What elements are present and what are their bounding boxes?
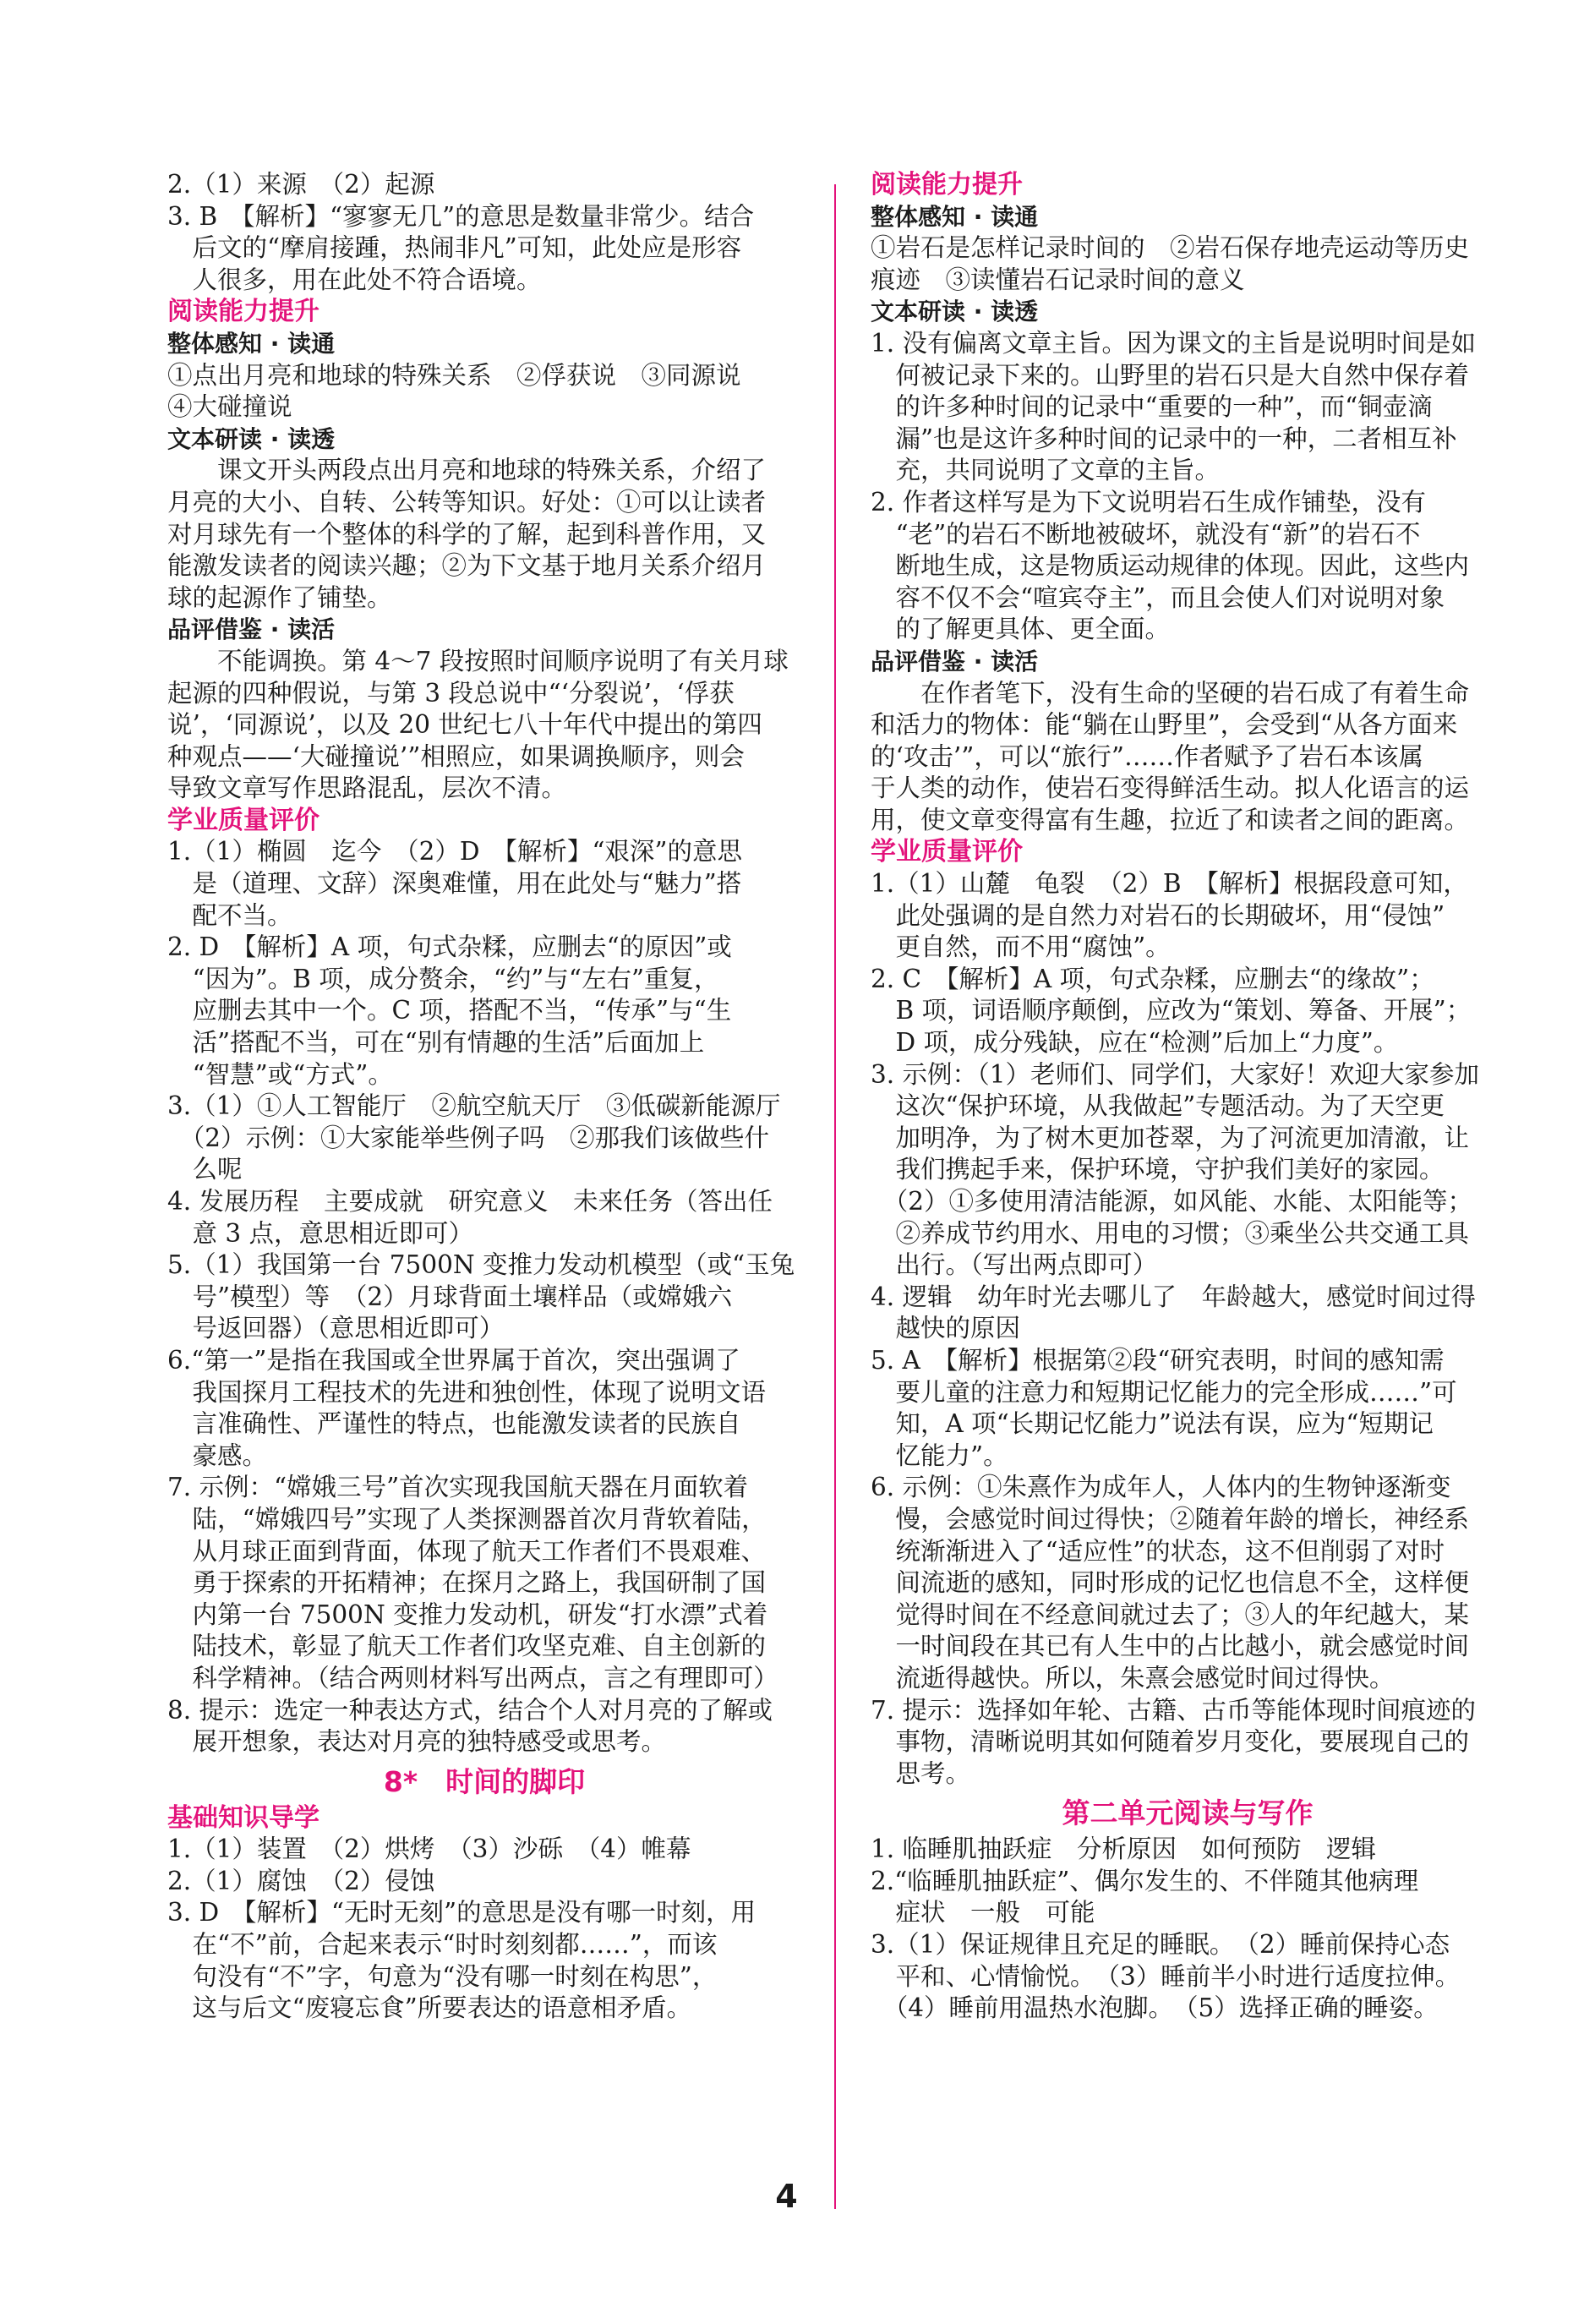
text-line: 月亮的大小、自转、公转等知识。好处：①可以让读者 xyxy=(167,487,767,517)
text-line: 这与后文“废寝忘食”所要表达的语意相矛盾。 xyxy=(167,1993,692,2023)
text-line: “智慧”或“方式”。 xyxy=(167,1059,393,1089)
text-line: 2. 作者这样写是为下文说明岩石生成作铺垫，没有 xyxy=(871,487,1427,517)
text-line: ④大碰撞说 xyxy=(167,392,292,422)
text-line: 配不当。 xyxy=(167,900,292,930)
text-line: 知，A 项“长期记忆能力”说法有误，应为“短期记 xyxy=(871,1409,1434,1439)
lesson-title: 8* 时间的脚印 xyxy=(383,1764,586,1798)
subsection-heading: 文本研读 · 读透 xyxy=(871,298,1039,326)
text-line: 勇于探索的开拓精神；在探月之路上，我国研制了国 xyxy=(167,1568,767,1598)
subsection-heading: 整体感知 · 读通 xyxy=(167,329,336,358)
text-line: 和活力的物体：能“躺在山野里”，会受到“从各方面来 xyxy=(871,710,1458,740)
text-line: 3.（1）保证规律且充足的睡眠。 （2）睡前保持心态 xyxy=(871,1930,1450,1960)
text-line: 2. D 【解析】A 项，句式杂糅，应删去“的原因”或 xyxy=(167,932,732,962)
text-line: 平和、心情愉悦。 （3）睡前半小时进行适度拉伸。 xyxy=(871,1961,1461,1991)
text-line: 活”搭配不当，可在“别有情趣的生活”后面加上 xyxy=(167,1028,705,1058)
text-line: 何被记录下来的。山野里的岩石只是大自然中保存着 xyxy=(871,360,1470,390)
text-line: 出行。（写出两点即可） xyxy=(871,1250,1158,1280)
text-line: （2）①多使用清洁能源，如风能、水能、太阳能等； xyxy=(871,1187,1473,1216)
text-line: 不能调换。第 4～7 段按照时间顺序说明了有关月球 xyxy=(167,646,789,675)
text-line: 么呢 xyxy=(167,1155,243,1184)
text-line: 3. B 【解析】“寥寥无几”的意思是数量非常少。结合 xyxy=(167,201,755,231)
text-line: 课文开头两段点出月亮和地球的特殊关系，介绍了 xyxy=(167,456,767,485)
text-line: 忆能力”。 xyxy=(871,1441,1008,1470)
text-line: 在作者笔下，没有生命的坚硬的岩石成了有着生命 xyxy=(871,678,1470,708)
text-line: 流逝得越快。所以，朱熹会感觉时间过得快。 xyxy=(871,1663,1395,1692)
text-line: 的‘攻击’”，可以“旅行”……作者赋予了岩石本该属 xyxy=(871,741,1423,771)
text-line: 号返回器）（意思相近即可） xyxy=(167,1314,505,1343)
text-line: 间流逝的感知，同时形成的记忆也信息不全，这样便 xyxy=(871,1568,1470,1598)
text-line: 容不仅不会“喧宾夺主”，而且会使人们对说明对象 xyxy=(871,582,1445,612)
text-line: 说’，‘同源说’，以及 20 世纪七八十年代中提出的第四 xyxy=(167,710,762,740)
text-line: 内第一台 7500N 变推力发动机，研发“打水漂”式着 xyxy=(167,1599,768,1629)
text-line: “因为”。B 项，成分赘余，“约”与“左右”重复， xyxy=(167,964,719,993)
text-line: 越快的原因 xyxy=(871,1314,1021,1343)
text-line: （4）睡前用温热水泡脚。 （5）选择正确的睡姿。 xyxy=(871,1993,1439,2023)
text-line: 起源的四种假说，与第 3 段总说中“‘分裂说’，‘俘获 xyxy=(167,678,735,708)
section-heading: 阅读能力提升 xyxy=(167,297,320,327)
text-line: 这次“保护环境，从我做起”专题活动。为了天空更 xyxy=(871,1091,1445,1121)
text-line: 对月球先有一个整体的科学的了解，起到科普作用，又 xyxy=(167,519,767,549)
text-line: 1.（1）山麓 龟裂 （2）B 【解析】根据段意可知， xyxy=(871,869,1468,899)
text-line: 2. C 【解析】A 项，句式杂糅，应删去“的缘故”； xyxy=(871,964,1434,993)
text-line: 2.（1）来源 （2）起源 xyxy=(167,170,435,199)
text-line: 应删去其中一个。C 项，搭配不当，“传承”与“生 xyxy=(167,996,732,1025)
text-line: 我们携起手来，保护环境，守护我们美好的家园。 xyxy=(871,1155,1445,1184)
text-line: 症状 一般 可能 xyxy=(871,1898,1095,1928)
text-line: 的许多种时间的记录中“重要的一种”，而“铜壶滴 xyxy=(871,392,1433,422)
subsection-heading: 文本研读 · 读透 xyxy=(167,424,336,453)
text-line: 一时间段在其已有人生中的占比越小，就会感觉时间 xyxy=(871,1632,1470,1661)
text-line: 句没有“不”字，句意为“没有哪一时刻在构思”， xyxy=(167,1961,718,1991)
text-line: 能激发读者的阅读兴趣；②为下文基于地月关系介绍月 xyxy=(167,551,767,581)
text-line: 1.（1）椭圆 迄今 （2）D 【解析】“艰深”的意思 xyxy=(167,837,742,867)
text-line: 7. 提示：选择如年轮、古籍、古币等能体现时间痕迹的 xyxy=(871,1695,1477,1725)
text-line: 豪感。 xyxy=(167,1441,268,1470)
text-line: ②养成节约用水、用电的习惯；③乘坐公共交通工具 xyxy=(871,1218,1470,1248)
subsection-heading: 整体感知 · 读通 xyxy=(871,202,1039,231)
text-line: 于人类的动作，使岩石变得鲜活生动。拟人化语言的运 xyxy=(871,774,1470,803)
text-line: ①点出月亮和地球的特殊关系 ②俘获说 ③同源说 xyxy=(167,360,741,390)
text-line: 要儿童的注意力和短期记忆能力的完全形成……”可 xyxy=(871,1377,1457,1407)
text-line: 1. 没有偏离文章主旨。因为课文的主旨是说明时间是如 xyxy=(871,328,1477,358)
text-line: 事物，清晰说明其如何随着岁月变化，要展现自己的 xyxy=(871,1727,1470,1757)
text-line: 的了解更具体、更全面。 xyxy=(871,615,1171,644)
text-line: 陆技术，彰显了航天工作者们攻坚克难、自主创新的 xyxy=(167,1632,767,1661)
text-line: 8. 提示：选定一种表达方式，结合个人对月亮的了解或 xyxy=(167,1695,773,1725)
text-line: 3. D 【解析】“无时无刻”的意思是没有哪一时刻，用 xyxy=(167,1898,756,1928)
section-heading: 学业质量评价 xyxy=(167,805,320,835)
text-line: 种观点——‘大碰撞说’”相照应，如果调换顺序，则会 xyxy=(167,741,745,771)
text-line: 更自然，而不用“腐蚀”。 xyxy=(871,932,1171,962)
text-line: 1.（1）装置 （2）烘烤 （3）沙砾 （4）帷幕 xyxy=(167,1835,691,1864)
text-line: 统渐渐进入了“适应性”的状态，这不但削弱了对时 xyxy=(871,1536,1445,1566)
text-line: 觉得时间在不经意间就过去了；③人的年纪越大，某 xyxy=(871,1599,1470,1629)
subsection-heading: 品评借鉴 · 读活 xyxy=(167,615,336,644)
text-line: 2.（1）腐蚀 （2）侵蚀 xyxy=(167,1866,435,1895)
text-line: 5.（1）我国第一台 7500N 变推力发动机模型（或“玉兔 xyxy=(167,1250,795,1280)
text-line: 断地生成，这是物质运动规律的体现。因此，这些内 xyxy=(871,551,1470,581)
text-line: 6. 示例：①朱熹作为成年人，人体内的生物钟逐渐变 xyxy=(871,1473,1451,1502)
text-line: B 项，词语顺序颠倒，应改为“策划、筹备、开展”； xyxy=(871,996,1472,1025)
text-line: 意 3 点，意思相近即可） xyxy=(167,1218,474,1248)
text-line: 科学精神。（结合两则材料写出两点，言之有理即可） xyxy=(167,1663,778,1692)
text-line: 3.（1）①人工智能厅 ②航空航天厅 ③低碳新能源厅 xyxy=(167,1091,781,1121)
text-line: 展开想象，表达对月亮的独特感受或思考。 xyxy=(167,1727,667,1757)
text-line: 1. 临睡肌抽跃症 分析原因 如何预防 逻辑 xyxy=(871,1835,1377,1864)
text-line: 用，使文章变得富有生趣，拉近了和读者之间的距离。 xyxy=(871,805,1470,834)
text-line: 导致文章写作思路混乱，层次不清。 xyxy=(167,774,567,803)
text-line: 5. A 【解析】根据第②段“研究表明，时间的感知需 xyxy=(871,1345,1445,1375)
section-heading: 阅读能力提升 xyxy=(871,170,1023,200)
text-line: 加明净，为了树木更加苍翠，为了河流更加清澈，让 xyxy=(871,1123,1470,1152)
text-line: 从月球正面到背面，体现了航天工作者们不畏艰难、 xyxy=(167,1536,767,1566)
text-line: 后文的“摩肩接踵，热闹非凡”可知，此处应是形容 xyxy=(167,233,742,263)
text-line: 球的起源作了铺垫。 xyxy=(167,582,392,612)
text-line: 6.“第一”是指在我国或全世界属于首次，突出强调了 xyxy=(167,1345,740,1375)
section-heading: 基础知识导学 xyxy=(167,1802,320,1833)
text-line: 充，共同说明了文章的主旨。 xyxy=(871,456,1221,485)
text-line: 陆，“嫦娥四号”实现了人类探测器首次月背软着陆， xyxy=(167,1504,767,1534)
text-line: 3. 示例：（1）老师们、同学们，大家好！欢迎大家参加 xyxy=(871,1059,1480,1089)
left-column xyxy=(167,169,801,2025)
text-line: 4. 发展历程 主要成就 研究意义 未来任务（答出任 xyxy=(167,1187,773,1216)
text-line: 漏”也是这许多种时间的记录中的一种，二者相互补 xyxy=(871,424,1457,453)
text-line: 思考。 xyxy=(871,1758,971,1788)
text-line: （2）示例：①大家能举些例子吗 ②那我们该做些什 xyxy=(167,1123,770,1152)
text-line: 人很多，用在此处不符合语境。 xyxy=(167,265,542,294)
section-heading: 学业质量评价 xyxy=(871,837,1023,867)
right-column xyxy=(871,169,1505,2025)
text-line: D 项，成分残缺，应在“检测”后加上“力度”。 xyxy=(871,1028,1399,1058)
column-divider xyxy=(834,184,836,2209)
text-line: 4. 逻辑 幼年时光去哪儿了 年龄越大，感觉时间过得 xyxy=(871,1282,1477,1311)
text-line: 7. 示例：“嫦娥三号”首次实现我国航天器在月面软着 xyxy=(167,1473,749,1502)
text-line: 2.“临睡肌抽跃症”、偶尔发生的、不伴随其他病理 xyxy=(871,1866,1419,1895)
page-number: 4 xyxy=(775,2178,798,2215)
text-line: 我国探月工程技术的先进和独创性，体现了说明文语 xyxy=(167,1377,767,1407)
subsection-heading: 品评借鉴 · 读活 xyxy=(871,647,1039,675)
text-line: 慢，会感觉时间过得快；②随着年龄的增长，神经系 xyxy=(871,1504,1470,1534)
text-line: 言准确性、严谨性的特点，也能激发读者的民族自 xyxy=(167,1409,741,1439)
text-line: ①岩石是怎样记录时间的 ②岩石保存地壳运动等历史 xyxy=(871,233,1470,263)
text-line: “老”的岩石不断地被破坏，就没有“新”的岩石不 xyxy=(871,519,1421,549)
lesson-title: 第二单元阅读与写作 xyxy=(1062,1796,1314,1830)
text-line: 在“不”前，合起来表示“时时刻刻都……”，而该 xyxy=(167,1930,718,1960)
text-line: 此处强调的是自然力对岩石的长期破坏，用“侵蚀” xyxy=(871,900,1445,930)
text-line: 是（道理、文辞）深奥难懂，用在此处与“魅力”搭 xyxy=(167,869,742,899)
text-line: 痕迹 ③读懂岩石记录时间的意义 xyxy=(871,265,1245,294)
text-line: 号”模型）等 （2）月球背面土壤样品（或嫦娥六 xyxy=(167,1282,733,1311)
